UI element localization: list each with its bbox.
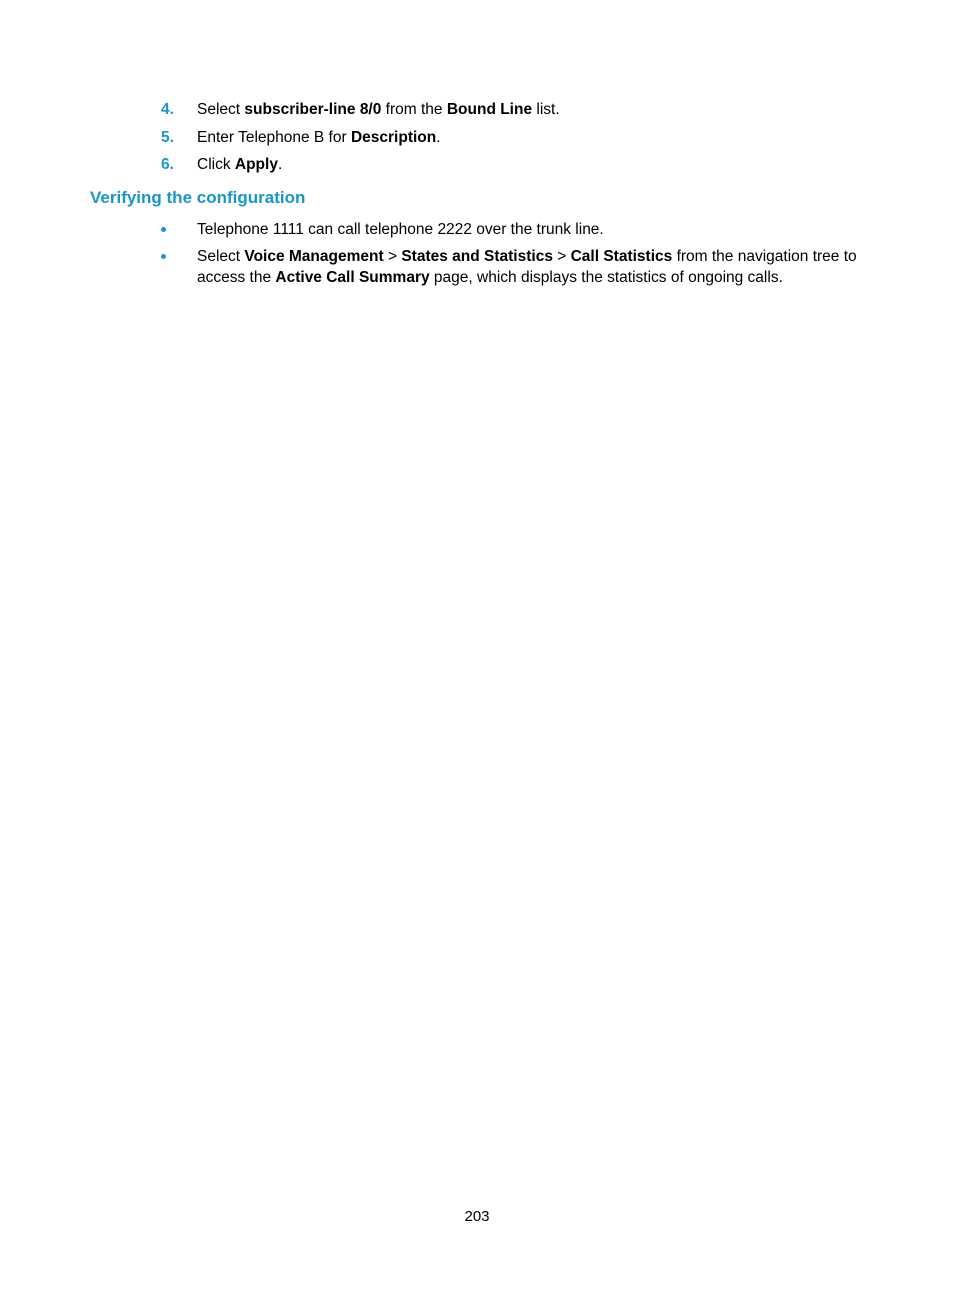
ui-term: subscriber-line 8/0: [244, 101, 382, 118]
bullet-text: Select Voice Management > States and Statistics > Call Statistics from the navigation tree to access the Active Call Summary page, which displays the statistics of ongoing calls.: [197, 248, 857, 286]
step-number: 6.: [161, 156, 174, 173]
step-text: Click Apply.: [197, 156, 283, 173]
step-number: 5.: [161, 129, 174, 146]
bullet-text: Telephone 1111 can call telephone 2222 over the trunk line.: [197, 221, 604, 238]
ui-term: States and Statistics: [401, 248, 553, 265]
step-text: Select subscriber-line 8/0 from the Bound Line list.: [197, 101, 560, 118]
step-number: 4.: [161, 101, 174, 118]
ui-term: Active Call Summary: [275, 269, 430, 286]
page-number: 203: [464, 1208, 490, 1225]
bullet-dot-icon: [161, 254, 166, 259]
ui-term: Apply: [234, 156, 278, 173]
bullet-dot-icon: [161, 227, 166, 232]
ui-term: Description: [350, 129, 437, 146]
section-heading: Verifying the configuration: [90, 188, 306, 207]
step-text: Enter Telephone B for Description.: [197, 129, 441, 146]
ui-term: Call Statistics: [570, 248, 673, 265]
ui-term: Voice Management: [244, 248, 384, 265]
ui-term: Bound Line: [446, 101, 533, 118]
